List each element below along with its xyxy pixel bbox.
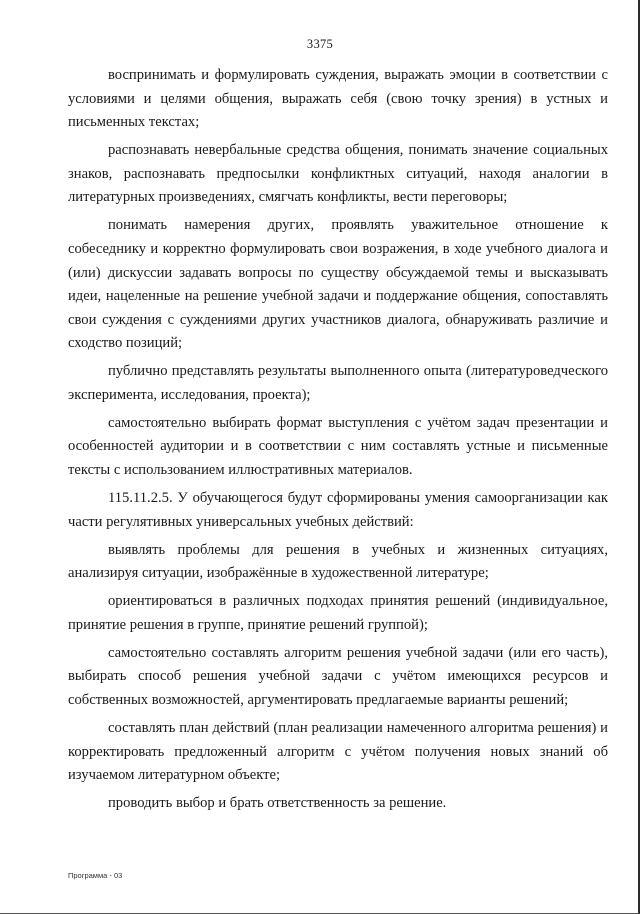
paragraph: 115.11.2.5. У обучающегося будут сформированы умения самоорганизации как части регулятивных универсальных учебных действий: [68,490,608,530]
paragraph: самостоятельно выбирать формат выступления с учётом задач презентации и особенностей аудитории и в соответствии с ним составлять устные и письменные тексты с использованием иллюстративных материалов. [68,414,608,479]
paragraph: воспринимать и формулировать суждения, выражать эмоции в соответствии с условиями и целями общения, выражать себя (свою точку зрения) в устных и письменных текстах; [68,67,608,131]
paragraph: самостоятельно составлять алгоритм решения учебной задачи (или его часть), выбирать способ решения учебной задачи с учётом имеющихся ресурсов и собственных возможностей, аргументировать предлагаемые варианты решений; [68,644,608,708]
page-number: 3375 [306,37,334,51]
paragraph: распознавать невербальные средства общения, понимать значение социальных знаков, распознавать предпосылки конфликтных ситуаций, находя аналогии в литературных произведениях, смягчать конфликты, вести переговоры; [68,142,608,206]
document-body [68,64,608,820]
footer-label: Программа - 03 [68,871,123,880]
paragraph: проводить выбор и брать ответственность за решение. [108,795,447,812]
paragraph: выявлять проблемы для решения в учебных и жизненных ситуациях, анализируя ситуации, изображённые в художественной литературе; [68,541,608,582]
paragraph: ориентироваться в различных подходах принятия решений (индивидуальное, принятие решения в группе, принятие решений группой); [68,593,608,633]
paragraph: составлять план действий (план реализации намеченного алгоритма решения) и корректировать предложенный алгоритм с учётом получения новых знаний об изучаемом литературном объекте; [68,719,608,784]
paragraph: публично представлять результаты выполненного опыта (литературоведческого эксперимента, исследования, проекта); [68,363,608,403]
paragraph: понимать намерения других, проявлять уважительное отношение к собеседнику и корректно формулировать свои возражения, в ходе учебного диалога и (или) дискуссии задавать вопросы по существу обсуждаемой темы и высказывать идеи, нацеленные на решение учебной задачи и поддержание общения, сопоставлять свои суждения с суждениями других участников диалога, обнаруживать различие и сходство позиций; [68,217,608,352]
